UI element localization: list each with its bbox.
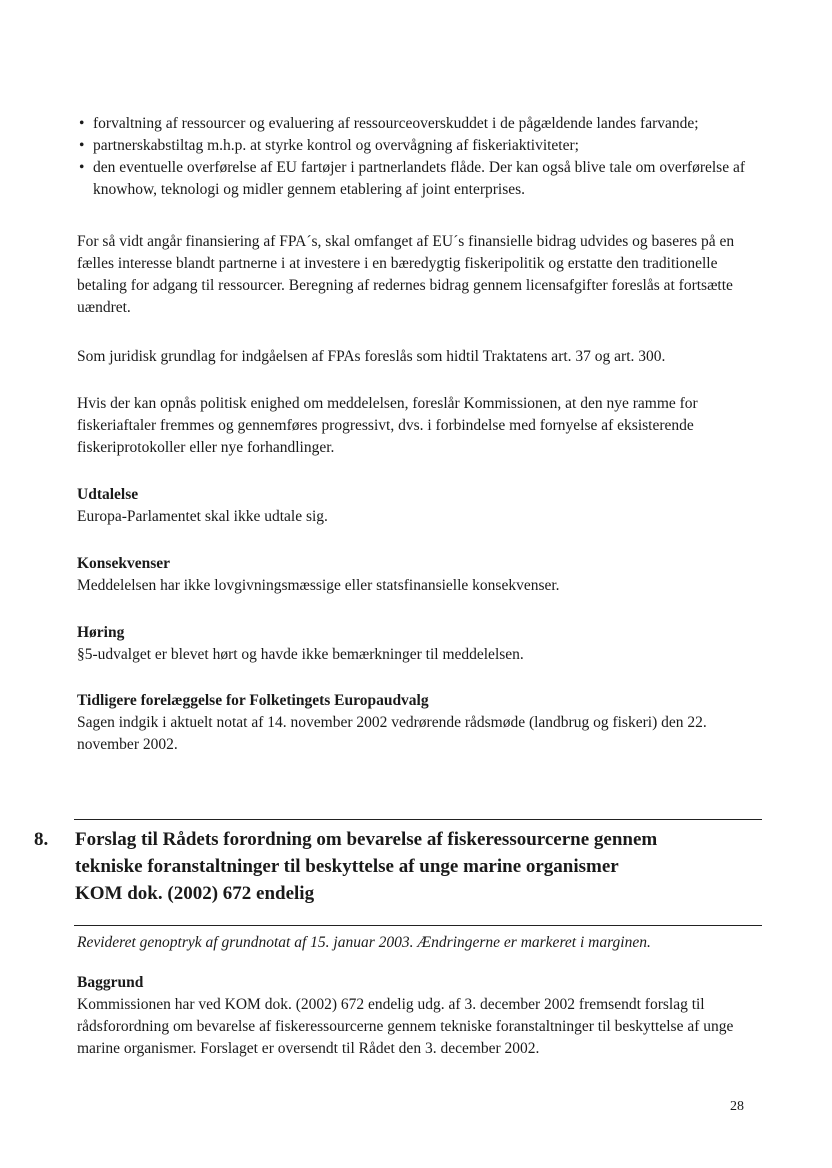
bullet-item: • den eventuelle overførelse af EU fartøjer i partnerlandets flåde. Der kan også blive tale om overførelse af knowhow, teknologi og midler gennem etablering af joint enterprises.: [77, 157, 762, 201]
baggrund-text: Kommissionen har ved KOM dok. (2002) 672 endelig udg. af 3. december 2002 fremsendt forslag til rådsforordning om bevarelse af fiskeressourcerne gennem tekniske foranstaltninger til beskyttelse af unge marine organismer. Forslaget er oversendt til Rådet den 3. december 2002.: [77, 996, 734, 1057]
section-rule-top: [74, 819, 762, 820]
udtalelse-text: Europa-Parlamentet skal ikke udtale sig.: [77, 508, 328, 525]
political-paragraph: Hvis der kan opnås politisk enighed om meddelelsen, foreslår Kommissionen, at den nye ramme for fiskeriaftaler fremmes og gennemføres progressivt, dvs. i forbindelse med fornyelse af eksisterende fiskeriprotokoller eller nye forhandlinger.: [77, 395, 698, 456]
section-title-line: tekniske foranstaltninger til beskyttelse af unge marine organismer: [75, 856, 619, 877]
bullet-list: [77, 113, 762, 201]
horing-heading: Høring: [77, 624, 125, 641]
bullet-item: • partnerskabstiltag m.h.p. at styrke kontrol og overvågning af fiskeriaktiviteter;: [77, 135, 762, 157]
udtalelse-heading: Udtalelse: [77, 486, 139, 503]
tidligere-heading: Tidligere forelæggelse for Folketingets Europaudvalg: [77, 692, 429, 709]
tidligere-text: Sagen indgik i aktuelt notat af 14. november 2002 vedrørende rådsmøde (landbrug og fiskeri) den 22. november 2002.: [77, 714, 707, 753]
section-title-line: KOM dok. (2002) 672 endelig: [75, 883, 315, 904]
section-title: [75, 826, 755, 907]
section-title-line: Forslag til Rådets forordning om bevarelse af fiskeressourcerne gennem: [75, 829, 658, 850]
page-number: 28: [730, 1099, 744, 1114]
legal-basis-paragraph: Som juridisk grundlag for indgåelsen af FPAs foreslås som hidtil Traktatens art. 37 og art. 300.: [77, 348, 666, 365]
revised-note: Revideret genoptryk af grundnotat af 15. januar 2003. Ændringerne er markeret i marginen.: [77, 934, 651, 951]
section-rule-bottom: [74, 925, 762, 926]
konsekvenser-text: Meddelelsen har ikke lovgivningsmæssige eller statsfinansielle konsekvenser.: [77, 577, 560, 594]
horing-text: §5-udvalget er blevet hørt og havde ikke bemærkninger til meddelelsen.: [77, 646, 524, 663]
konsekvenser-heading: Konsekvenser: [77, 555, 170, 572]
baggrund-heading: Baggrund: [77, 974, 144, 991]
section-number: 8.: [34, 829, 49, 850]
financing-paragraph: For så vidt angår finansiering af FPA´s, skal omfanget af EU´s finansielle bidrag udvides og baseres på en fælles interesse blandt partnerne i at investere i en bæredygtig fiskeripolitik og erstatte den traditionelle betaling for adgang til ressourcer. Beregning af redernes bidrag gennem licensafgifter foreslås at fortsætte uændret.: [77, 233, 735, 316]
bullet-item: • forvaltning af ressourcer og evaluering af ressourceoverskuddet i de pågældende landes farvande;: [77, 113, 762, 135]
